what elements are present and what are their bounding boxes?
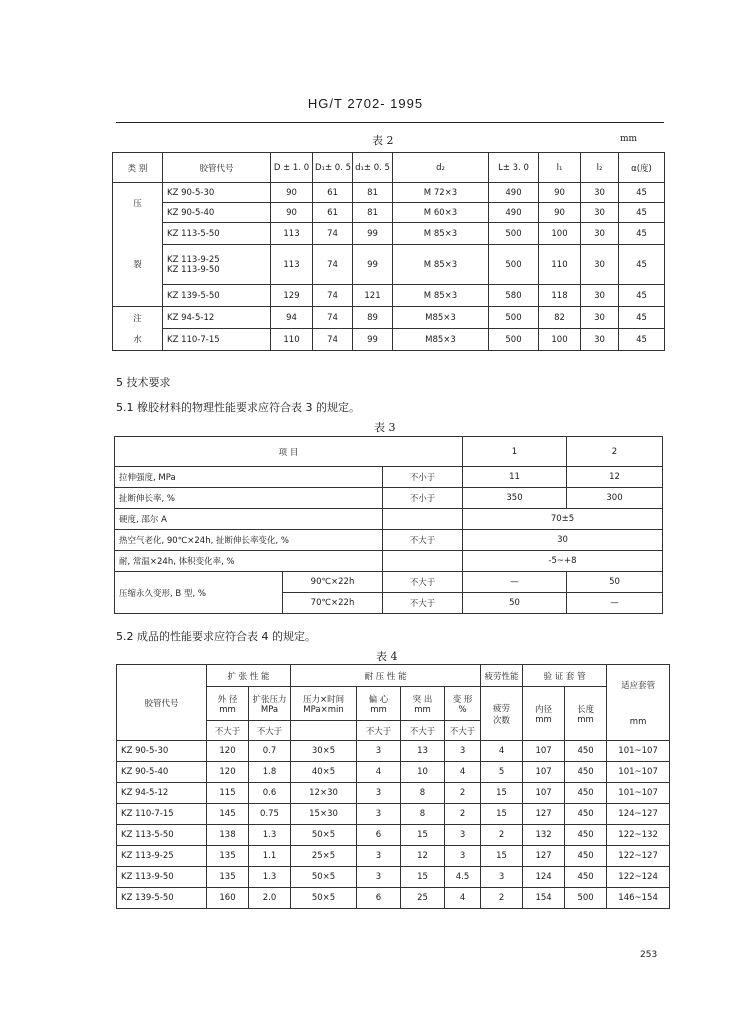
- table-row: [113, 203, 665, 223]
- cell: 耐, 常温×24h, 体积变化率, %: [115, 551, 383, 572]
- cell: 30: [581, 285, 619, 307]
- cell: 107: [523, 762, 565, 783]
- col-epress-label: 扩张压力: [252, 694, 287, 705]
- col-ecc-unit: mm: [370, 704, 387, 715]
- col-ecc: [357, 687, 401, 721]
- col-ptime-unit: MPa×min: [303, 704, 344, 715]
- cell: 450: [565, 741, 607, 762]
- table-row: [117, 888, 670, 909]
- cell: 40×5: [291, 762, 357, 783]
- cell: 500: [489, 307, 539, 329]
- table-row: [113, 223, 665, 245]
- cell: KZ 90-5-30: [163, 183, 271, 203]
- col-fat-unit: 次数: [493, 715, 511, 726]
- cell: 132: [523, 825, 565, 846]
- cell: 25×5: [291, 846, 357, 867]
- section-5-1: 5.1 橡胶材料的物理性能要求应符合表 3 的规定。: [116, 401, 360, 414]
- cell: 99: [353, 329, 393, 351]
- col-id-unit: mm: [535, 714, 552, 725]
- cell: 110: [271, 329, 313, 351]
- col-d2: d₂: [393, 153, 489, 183]
- cell: 6: [357, 825, 401, 846]
- cell: KZ 139-5-50: [117, 888, 207, 909]
- col-deform-unit: %: [458, 704, 467, 715]
- cell: —: [463, 572, 567, 593]
- cell: 12×30: [291, 783, 357, 804]
- cell: 3: [357, 741, 401, 762]
- cell: 300: [567, 488, 663, 509]
- cell: 30: [581, 183, 619, 203]
- cell: 12: [567, 467, 663, 488]
- col-bulge: [401, 687, 445, 721]
- cell: KZ 110-7-15: [163, 329, 271, 351]
- col-ecc-label: 偏 心: [368, 694, 389, 705]
- table-row: [115, 572, 663, 593]
- cell: [383, 509, 463, 530]
- cell: KZ 94-5-12: [117, 783, 207, 804]
- cell: KZ 90-5-40: [117, 762, 207, 783]
- cell: 146~154: [607, 888, 670, 909]
- cell-merged: 30: [463, 530, 663, 551]
- cell: KZ 139-5-50: [163, 285, 271, 307]
- cell: 490: [489, 203, 539, 223]
- table-row: [115, 551, 663, 572]
- cell-merged: 70±5: [463, 509, 663, 530]
- cell: 1.3: [249, 867, 291, 888]
- cell: 4: [445, 888, 481, 909]
- cell: 50×5: [291, 825, 357, 846]
- cell: 15×30: [291, 804, 357, 825]
- cell: 45: [619, 307, 665, 329]
- table2-unit: mm: [620, 134, 638, 144]
- cell: 2.0: [249, 888, 291, 909]
- table2-header-row: [113, 153, 665, 183]
- cell: 30: [581, 223, 619, 245]
- col-code: 胶管代号: [117, 665, 207, 741]
- not-more-than-label: 不大于: [445, 721, 481, 741]
- cell: 硬度, 邵尔 A: [115, 509, 383, 530]
- col-L: L± 3. 0: [489, 153, 539, 183]
- section-5-title: 5 技术要求: [116, 376, 171, 389]
- cell-two-codes: [163, 245, 271, 285]
- col-epress: [249, 687, 291, 721]
- cell: 113: [271, 245, 313, 285]
- cell: 4.5: [445, 867, 481, 888]
- cell: KZ 113-5-50: [117, 825, 207, 846]
- cell: KZ 94-5-12: [163, 307, 271, 329]
- cell: 90: [539, 203, 581, 223]
- category-cell: 裂: [113, 223, 163, 307]
- cell: 不大于: [383, 572, 463, 593]
- cell: 99: [353, 223, 393, 245]
- cell: 15: [481, 783, 523, 804]
- cell: 2: [445, 783, 481, 804]
- table-row: [115, 488, 663, 509]
- cell: 90: [539, 183, 581, 203]
- cell: 118: [539, 285, 581, 307]
- col-fit: [607, 665, 670, 741]
- not-more-than-label: 不大于: [357, 721, 401, 741]
- cell: 2: [481, 825, 523, 846]
- not-more-than-label: 不大于: [207, 721, 249, 741]
- table3: [114, 436, 663, 614]
- cell: 50×5: [291, 867, 357, 888]
- cell: 100: [539, 223, 581, 245]
- cell: 70℃×22h: [283, 593, 383, 614]
- cell: 90: [271, 183, 313, 203]
- category-cell: 注: [113, 307, 163, 329]
- col-bulge-label: 突 出: [412, 694, 433, 705]
- cell: 4: [445, 762, 481, 783]
- cell: 74: [313, 329, 353, 351]
- cell: 94: [271, 307, 313, 329]
- cell: 不小于: [383, 488, 463, 509]
- table-row: [117, 741, 670, 762]
- cell: 61: [313, 183, 353, 203]
- table4: [116, 664, 670, 909]
- cell: 不大于: [383, 530, 463, 551]
- cell: 1.8: [249, 762, 291, 783]
- cell: 500: [489, 329, 539, 351]
- cell: 扯断伸长率, %: [115, 488, 383, 509]
- cell: 82: [539, 307, 581, 329]
- table4-caption: 表 4: [376, 650, 398, 663]
- col-len-label: 长度: [577, 704, 595, 715]
- table2: [112, 152, 665, 351]
- col-id: [523, 687, 565, 741]
- cell: 90: [271, 203, 313, 223]
- table-row: [117, 867, 670, 888]
- cell: 450: [565, 825, 607, 846]
- section-5-2: 5.2 成品的性能要求应符合表 4 的规定。: [116, 630, 316, 643]
- col-fit-label: 适应套管: [621, 680, 656, 691]
- cell: 490: [489, 183, 539, 203]
- table3-header-row: [115, 437, 663, 467]
- cell: 压缩永久变形, B 型, %: [115, 572, 283, 614]
- cell: KZ 113-5-50: [163, 223, 271, 245]
- cell: 5: [481, 762, 523, 783]
- cell: 450: [565, 762, 607, 783]
- header-rule: [116, 122, 664, 123]
- cell: 45: [619, 223, 665, 245]
- cell: 45: [619, 203, 665, 223]
- col-2: 2: [567, 437, 663, 467]
- cell: 138: [207, 825, 249, 846]
- col-bulge-unit: mm: [414, 704, 431, 715]
- cell: 89: [353, 307, 393, 329]
- cell: KZ 110-7-15: [117, 804, 207, 825]
- cell: 2: [481, 888, 523, 909]
- cell: 90℃×22h: [283, 572, 383, 593]
- table4-header-row-1: [117, 665, 670, 687]
- category-cell: 水: [113, 329, 163, 351]
- cell: 107: [523, 741, 565, 762]
- cell: 15: [401, 825, 445, 846]
- cell: 15: [481, 846, 523, 867]
- col-l1: l₁: [539, 153, 581, 183]
- cell: 3: [481, 867, 523, 888]
- cell: 74: [313, 223, 353, 245]
- cell: 45: [619, 183, 665, 203]
- col-expand: 扩 张 性 能: [207, 665, 291, 687]
- cell: 145: [207, 804, 249, 825]
- table-row: [117, 846, 670, 867]
- cell: 30: [581, 307, 619, 329]
- cell: 不小于: [383, 467, 463, 488]
- cell: 3: [357, 804, 401, 825]
- cell: M 85×3: [393, 285, 489, 307]
- cell: 154: [523, 888, 565, 909]
- cell: 81: [353, 203, 393, 223]
- empty-cell: [291, 721, 357, 741]
- cell: 74: [313, 285, 353, 307]
- cell: 4: [481, 741, 523, 762]
- cell: 74: [313, 307, 353, 329]
- cell: 3: [445, 825, 481, 846]
- col-fat: [481, 687, 523, 741]
- not-more-than-label: 不大于: [249, 721, 291, 741]
- col-deform-label: 变 形: [452, 694, 473, 705]
- cell: 50: [567, 572, 663, 593]
- cell: 129: [271, 285, 313, 307]
- cell: 2: [445, 804, 481, 825]
- cell: 580: [489, 285, 539, 307]
- cell: 500: [489, 245, 539, 285]
- cell-line: KZ 113-9-25: [167, 254, 220, 265]
- cell: 113: [271, 223, 313, 245]
- cell: 10: [401, 762, 445, 783]
- table-row: [117, 825, 670, 846]
- col-ptime: [291, 687, 357, 721]
- cell: 450: [565, 804, 607, 825]
- col-len-unit: mm: [577, 714, 594, 725]
- col-category: 类 别: [113, 153, 163, 183]
- table3-caption: 表 3: [374, 421, 396, 434]
- cell: 0.6: [249, 783, 291, 804]
- table-row: [117, 762, 670, 783]
- cell: 13: [401, 741, 445, 762]
- cell: 0.75: [249, 804, 291, 825]
- cell: 99: [353, 245, 393, 285]
- cell: 100: [539, 329, 581, 351]
- cell: 3: [445, 846, 481, 867]
- col-fit-unit: mm: [629, 716, 647, 727]
- cell: KZ 90-5-30: [117, 741, 207, 762]
- cell: 74: [313, 245, 353, 285]
- cell: KZ 113-9-25: [117, 846, 207, 867]
- cell: 450: [565, 867, 607, 888]
- cell: 0.7: [249, 741, 291, 762]
- cell: 127: [523, 846, 565, 867]
- cell: 30: [581, 329, 619, 351]
- cell: 3: [445, 741, 481, 762]
- cell: [383, 551, 463, 572]
- cell: 107: [523, 783, 565, 804]
- cell: 8: [401, 804, 445, 825]
- cell: 124: [523, 867, 565, 888]
- cell: 135: [207, 846, 249, 867]
- cell: 122~127: [607, 846, 670, 867]
- cell: 15: [401, 867, 445, 888]
- cell: 450: [565, 846, 607, 867]
- col-epress-unit: MPa: [260, 704, 279, 715]
- col-pressure: 耐 压 性 能: [291, 665, 481, 687]
- col-outer-unit: mm: [219, 704, 236, 715]
- col-item: 项 目: [115, 437, 463, 467]
- cell: —: [567, 593, 663, 614]
- cell: 8: [401, 783, 445, 804]
- table-row: [113, 183, 665, 203]
- cell: M 85×3: [393, 223, 489, 245]
- col-fat-label: 疲劳: [493, 703, 511, 714]
- col-D: D ± 1. 0: [271, 153, 313, 183]
- cell: M85×3: [393, 307, 489, 329]
- cell: 30: [581, 245, 619, 285]
- cell: KZ 90-5-40: [163, 203, 271, 223]
- cell: 30×5: [291, 741, 357, 762]
- document-header: HG/T 2702- 1995: [307, 96, 424, 111]
- cell: 45: [619, 329, 665, 351]
- col-id-label: 内径: [535, 704, 553, 715]
- cell: 50×5: [291, 888, 357, 909]
- cell: 115: [207, 783, 249, 804]
- cell: 6: [357, 888, 401, 909]
- cell: 122~124: [607, 867, 670, 888]
- col-outer: [207, 687, 249, 721]
- col-fatigue: 疲劳性能: [481, 665, 523, 687]
- cell: 50: [463, 593, 567, 614]
- cell: 4: [357, 762, 401, 783]
- cell: 110: [539, 245, 581, 285]
- cell: 101~107: [607, 783, 670, 804]
- table-row: [115, 530, 663, 551]
- cell: 160: [207, 888, 249, 909]
- cell: 450: [565, 783, 607, 804]
- cell: 3: [357, 867, 401, 888]
- table-row: [113, 307, 665, 329]
- cell: KZ 113-9-50: [117, 867, 207, 888]
- cell: 拉伸强度, MPa: [115, 467, 383, 488]
- cell: 121: [353, 285, 393, 307]
- cell: 45: [619, 285, 665, 307]
- cell: 3: [357, 846, 401, 867]
- cell: 12: [401, 846, 445, 867]
- col-D1: D₁± 0. 5: [313, 153, 353, 183]
- col-d1: d₁± 0. 5: [353, 153, 393, 183]
- col-code: 胶管代号: [163, 153, 271, 183]
- cell: M85×3: [393, 329, 489, 351]
- col-verify: 验 证 套 管: [523, 665, 607, 687]
- cell: 61: [313, 203, 353, 223]
- col-alpha: α(度): [619, 153, 665, 183]
- cell-line: KZ 113-9-50: [167, 264, 220, 275]
- cell: 500: [489, 223, 539, 245]
- cell: 45: [619, 245, 665, 285]
- cell: M 72×3: [393, 183, 489, 203]
- cell: 101~107: [607, 741, 670, 762]
- cell: 120: [207, 741, 249, 762]
- cell: M 85×3: [393, 245, 489, 285]
- cell: 1.3: [249, 825, 291, 846]
- cell: 3: [357, 783, 401, 804]
- cell: 101~107: [607, 762, 670, 783]
- table-row: [115, 467, 663, 488]
- col-ptime-label: 压力×时间: [302, 694, 345, 705]
- cell: 135: [207, 867, 249, 888]
- table-row: [113, 245, 665, 285]
- cell: 350: [463, 488, 567, 509]
- col-1: 1: [463, 437, 567, 467]
- cell: 1.1: [249, 846, 291, 867]
- cell: 不大于: [383, 593, 463, 614]
- cell: 120: [207, 762, 249, 783]
- cell: 500: [565, 888, 607, 909]
- cell-merged: -5~+8: [463, 551, 663, 572]
- cell: 热空气老化, 90℃×24h, 扯断伸长率变化, %: [115, 530, 383, 551]
- cell: 127: [523, 804, 565, 825]
- cell: 30: [581, 203, 619, 223]
- col-l2: l₂: [581, 153, 619, 183]
- cell: 122~132: [607, 825, 670, 846]
- table-row: [117, 783, 670, 804]
- not-more-than-label: 不大于: [401, 721, 445, 741]
- cell: 25: [401, 888, 445, 909]
- cell: 124~127: [607, 804, 670, 825]
- cell: 15: [481, 804, 523, 825]
- table-row: [117, 804, 670, 825]
- page-number: 253: [640, 950, 658, 960]
- col-len: [565, 687, 607, 741]
- table-row: [113, 285, 665, 307]
- cell: M 60×3: [393, 203, 489, 223]
- category-cell: 压: [113, 183, 163, 223]
- table2-caption: 表 2: [372, 134, 394, 147]
- cell: 81: [353, 183, 393, 203]
- col-deform: [445, 687, 481, 721]
- table-row: [115, 509, 663, 530]
- col-outer-label: 外 径: [217, 694, 238, 705]
- table-row: [113, 329, 665, 351]
- cell: 11: [463, 467, 567, 488]
